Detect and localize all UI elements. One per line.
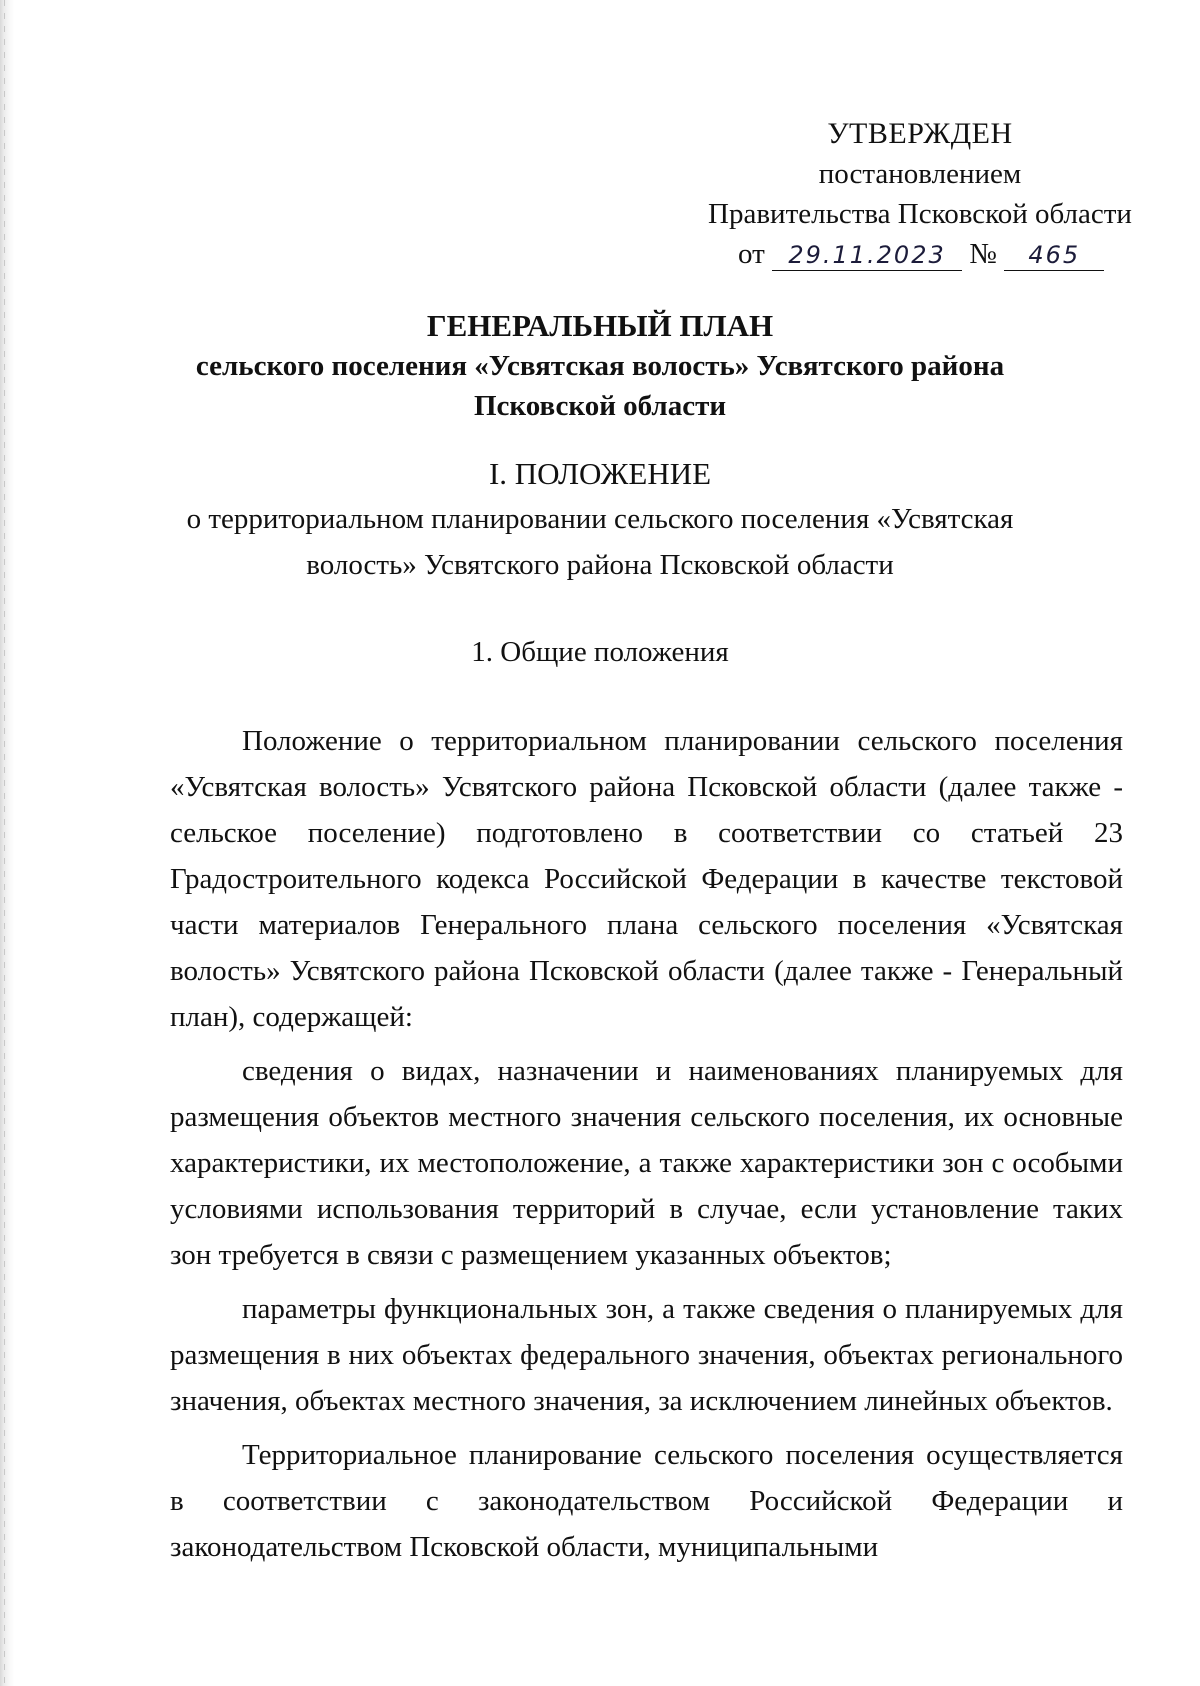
approved-label: УТВЕРЖДЕН xyxy=(827,117,1013,150)
handwritten-number: 465 xyxy=(1004,240,1104,271)
approval-stamp-block xyxy=(690,114,1150,274)
document-title xyxy=(150,306,1050,426)
title-main: ГЕНЕРАЛЬНЫЙ ПЛАН xyxy=(426,308,774,343)
section-subtitle xyxy=(150,496,1050,588)
chapter-heading: 1. Общие положения xyxy=(471,636,729,668)
section-heading: I. ПОЛОЖЕНИЕ xyxy=(488,456,712,491)
scan-edge xyxy=(0,0,14,1686)
paragraph: сведения о видах, назначении и наименованиях планируемых для размещения объектов местного значения сельского поселения, их основные характеристики, их местоположение, а также характеристики зон с особыми условиями использования территорий в случае, если установление таких зон требуется в связи с размещением указанных объектов; xyxy=(170,1055,1123,1271)
body-text xyxy=(170,718,1123,1578)
paragraph: параметры функциональных зон, а также сведения о планируемых для размещения в них объектах федерального значения, объектах регионального значения, объектах местного значения, за исключением линейных объектов. xyxy=(170,1293,1123,1417)
title-line-3: Псковской области xyxy=(473,390,727,422)
section-subtitle-line-2: волость» Усвятского района Псковской области xyxy=(306,549,894,581)
paragraph: Территориальное планирование сельского поселения осуществляется в соответствии с законодательством Российской Федерации и законодательством Псковской области, муниципальными xyxy=(170,1439,1123,1563)
paragraph: Положение о территориальном планировании сельского поселения «Усвятская волость» Усвятского района Псковской области (далее также - сельское поселение) подготовлено в соответствии со статьей 23 Градостроительного кодекса Российской Федерации в качестве текстовой части материалов Генерального плана сельского поселения «Усвятская волость» Усвятского района Псковской области (далее также - Генеральный план), содержащей: xyxy=(170,725,1123,1033)
government-label: Правительства Псковской области xyxy=(708,198,1132,230)
section-subtitle-line-1: о территориальном планировании сельского поселения «Усвятская xyxy=(186,503,1014,535)
handwritten-date: 29.11.2023 xyxy=(772,240,962,271)
resolution-label: постановлением xyxy=(818,158,1022,190)
number-sign: № xyxy=(969,238,997,270)
title-line-2: сельского поселения «Усвятская волость» Усвятского района xyxy=(195,350,1005,382)
date-number-row xyxy=(690,234,1150,274)
from-label: от xyxy=(738,238,765,270)
